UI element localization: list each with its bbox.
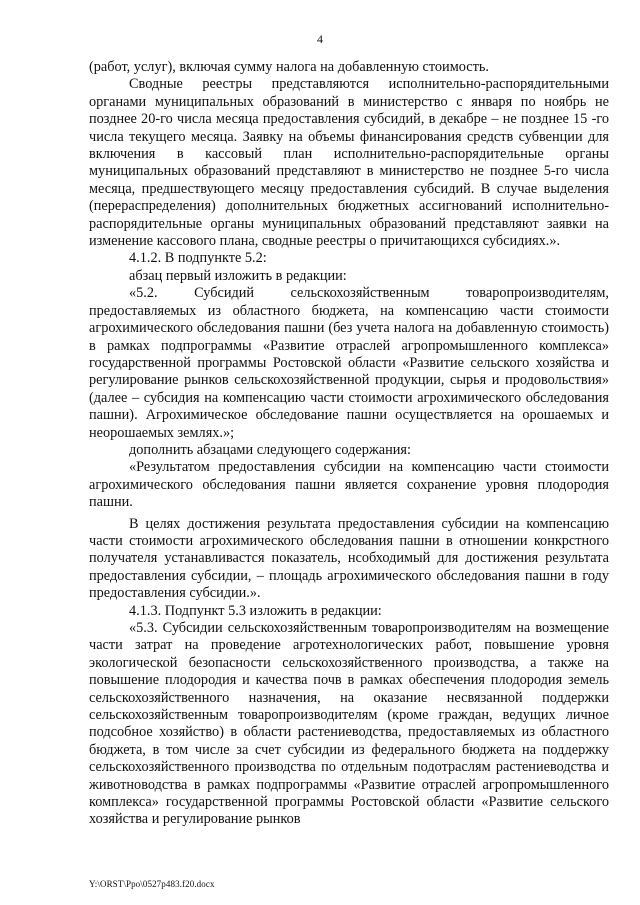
paragraph-indicator: В целях достижения результата предоставления субсидии на компенсацию части стоимости агрохимического обследования пашни в отношении конкрстного получателя устанавливастся показатель, нсобходимый для достижения результата предоставления субсидии, – площадь агрохимического обследования пашни в году предоставления субсидии.». [89, 515, 609, 602]
paragraph-first-abzac: абзац первый изложить в редакции: [129, 267, 347, 284]
document-body [89, 59, 609, 829]
page-number: 4 [317, 32, 323, 46]
file-path-footer: Y:\ORST\Ppo\0527p483.f20.docx [89, 879, 215, 889]
paragraph-supplement: дополнить абзацами следующего содержания: [129, 441, 411, 458]
paragraph-summary-registers: Сводные реестры представляются исполнительно-распорядительными органами муниципальных образований в министерство с января по ноябрь не позднее 20-го числа месяца предоставления субсидий, в декабре – не позднее 15 -го числа текущего месяца. Заявку на объемы финансирования средств субвенции для включения в кассовый план исполнительно-распорядительные органы муниципальных образований представляют в министерство не позднее 5-го числа месяца, предшествующего месяцу предоставления субсидий. В случае выделения (перераспределения) дополнительных бюджетных ассигнований исполнительно-распорядительные органы муниципальных образований представляют заявки на изменение кассового плана, сводные реестры о причитающихся субсидиях.». [89, 76, 609, 250]
paragraph-subclause-4-1-3: 4.1.3. Подпункт 5.3 изложить в редакции: [129, 602, 382, 619]
paragraph-result: «Результатом предоставления субсидии на компенсацию части стоимости агрохимического обследования пашни является сохранение уровня плодородия пашни. [89, 459, 609, 511]
paragraph-continuation: (работ, услуг), включая сумму налога на добавленную стоимость. [89, 59, 489, 75]
paragraph-clause-5-3: «5.3. Субсидии сельскохозяйственным товаропроизводителям на возмещение части затрат на проведение агротехнологических работ, повышение уровня экологической безопасности сельскохозяйственного производства, а также на повышение плодородия и качества почв в рамках обеспечения плодородия земель сельскохозяйственного назначения, на оказание несвязанной поддержки сельскохозяйственным товаропроизводителям (кроме граждан, ведущих личное подсобное хозяйство) в области растениеводства, предоставляемых из областного бюджета, в том числе за счет субсидии из федерального бюджета на поддержку сельскохозяйственного производства по отдельным подотраслям растениеводства и животноводства в рамках подпрограммы «Развитие отраслей агропромышленного комплекса» государственной программы Ростовской области «Развитие сельского хозяйства и регулирование рынков [89, 620, 609, 828]
paragraph-clause-5-2: «5.2. Субсидий сельскохозяйственным товаропроизводителям, предоставляемых из областного бюджета, на компенсацию части стоимости агрохимического обследования пашни (без учета налога на добавленную стоимость) в рамках подпрограммы «Развитие отраслей агропромышленного комплекса» государственной программы Ростовской области «Развитие сельского хозяйства и регулирование рынков сельскохозяйственной продукции, сырья и продовольствия» (далее – субсидия на компенсацию части стоимости агрохимического обследования пашни). Агрохимическое обследование пашни осуществляется на орошаемых и неорошаемых землях.»; [89, 285, 609, 441]
paragraph-subclause-4-1-2: 4.1.2. В подпункте 5.2: [129, 250, 267, 267]
